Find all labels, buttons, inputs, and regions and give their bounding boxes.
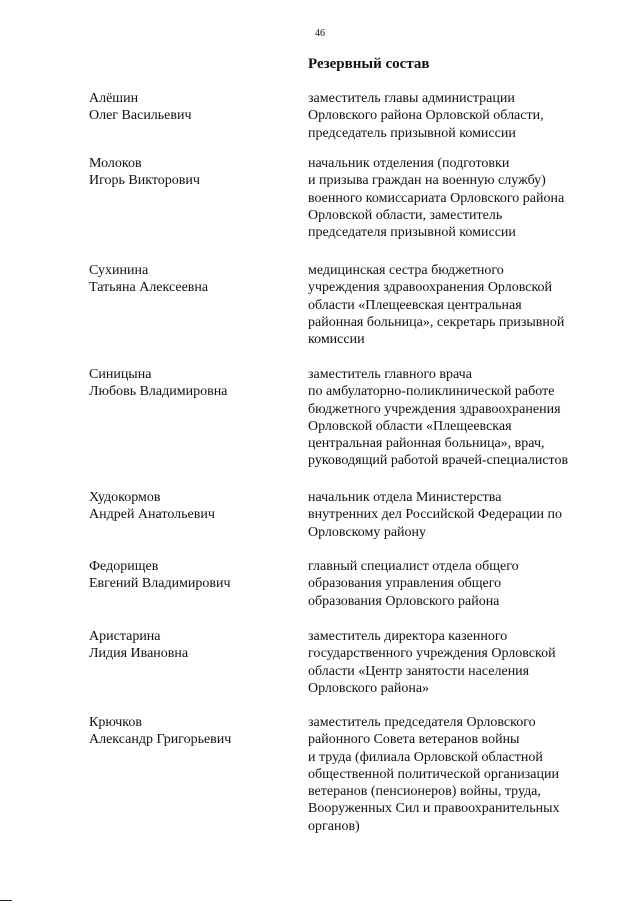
role-line: заместитель председателя Орловского xyxy=(308,715,536,730)
role-line: комиссии xyxy=(308,332,365,348)
role-line: области «Плещеевская центральная xyxy=(308,297,522,313)
member-given-name: Любовь Владимировна xyxy=(89,384,228,400)
member-role xyxy=(308,714,608,835)
role-line: председатель призывной комиссии xyxy=(308,125,516,141)
member-given-name: Евгений Владимирович xyxy=(89,576,231,592)
member-name xyxy=(89,714,289,749)
member-role xyxy=(308,90,608,142)
role-line: государственного учреждения Орловской xyxy=(308,646,556,662)
member-given-name: Игорь Викторович xyxy=(89,173,200,189)
member-name xyxy=(89,558,289,593)
member-role xyxy=(308,558,608,610)
role-line: начальник отделения (подготовки xyxy=(308,156,510,171)
member-surname: Крючков xyxy=(89,715,143,730)
role-line: военного комиссариата Орловского района xyxy=(308,190,565,206)
role-line: учреждения здравоохранения Орловской xyxy=(308,280,553,296)
role-line: Орловскому району xyxy=(308,524,427,540)
member-name xyxy=(89,489,289,524)
role-line: Орловского района Орловской области, xyxy=(308,108,544,124)
role-line: Орловской области «Плещеевская xyxy=(308,418,512,434)
role-line: органов) xyxy=(308,818,360,834)
member-surname: Алёшин xyxy=(89,91,139,106)
page-number: 46 xyxy=(315,28,325,39)
role-line: Орловской области, заместитель xyxy=(308,207,503,223)
scan-edge-mark xyxy=(0,900,12,901)
member-surname: Аристарина xyxy=(89,629,161,644)
role-line: и труда (филиала Орловской областной xyxy=(308,749,543,765)
role-line: области «Центр занятости населения xyxy=(308,663,530,679)
role-line: бюджетного учреждения здравоохранения xyxy=(308,401,561,417)
member-given-name: Андрей Анатольевич xyxy=(89,507,215,523)
member-surname: Синицына xyxy=(89,367,152,382)
member-name xyxy=(89,628,289,663)
member-role xyxy=(308,489,608,541)
role-line: руководящий работой врачей-специалистов xyxy=(308,453,569,469)
member-surname: Сухинина xyxy=(89,263,149,278)
member-name xyxy=(89,366,289,401)
role-line: районная больница», секретарь призывной xyxy=(308,314,565,330)
role-line: заместитель главы администрации xyxy=(308,91,515,106)
role-line: по амбулаторно-поликлинической работе xyxy=(308,384,555,400)
role-line: медицинская сестра бюджетного xyxy=(308,263,504,278)
section-heading: Резервный состав xyxy=(308,56,430,72)
role-line: общественной политической организации xyxy=(308,766,559,782)
role-line: внутренних дел Российской Федерации по xyxy=(308,507,563,523)
member-surname: Молоков xyxy=(89,156,142,171)
role-line: ветеранов (пенсионеров) войны, труда, xyxy=(308,784,541,800)
role-line: и призыва граждан на военную службу) xyxy=(308,173,546,189)
role-line: председателя призывной комиссии xyxy=(308,225,516,241)
member-name xyxy=(89,155,289,190)
member-given-name: Олег Васильевич xyxy=(89,108,192,124)
member-surname: Худокормов xyxy=(89,490,161,505)
role-line: центральная районная больница», врач, xyxy=(308,436,545,452)
role-line: Орловского района» xyxy=(308,680,430,696)
member-given-name: Александр Григорьевич xyxy=(89,732,232,748)
member-role xyxy=(308,366,608,470)
member-given-name: Лидия Ивановна xyxy=(89,646,189,662)
member-name xyxy=(89,90,289,125)
member-given-name: Татьяна Алексеевна xyxy=(89,280,209,296)
member-role xyxy=(308,155,608,241)
role-line: главный специалист отдела общего xyxy=(308,559,519,574)
role-line: заместитель директора казенного xyxy=(308,629,508,644)
role-line: Вооруженных Сил и правоохранительных xyxy=(308,801,560,817)
role-line: образования управления общего xyxy=(308,576,502,592)
member-surname: Федорищев xyxy=(89,559,159,574)
role-line: заместитель главного врача xyxy=(308,367,472,382)
member-role xyxy=(308,628,608,697)
role-line: районного Совета ветеранов войны xyxy=(308,732,520,748)
role-line: начальник отдела Министерства xyxy=(308,490,502,505)
member-name xyxy=(89,262,289,297)
role-line: образования Орловского района xyxy=(308,593,500,609)
member-role xyxy=(308,262,608,348)
